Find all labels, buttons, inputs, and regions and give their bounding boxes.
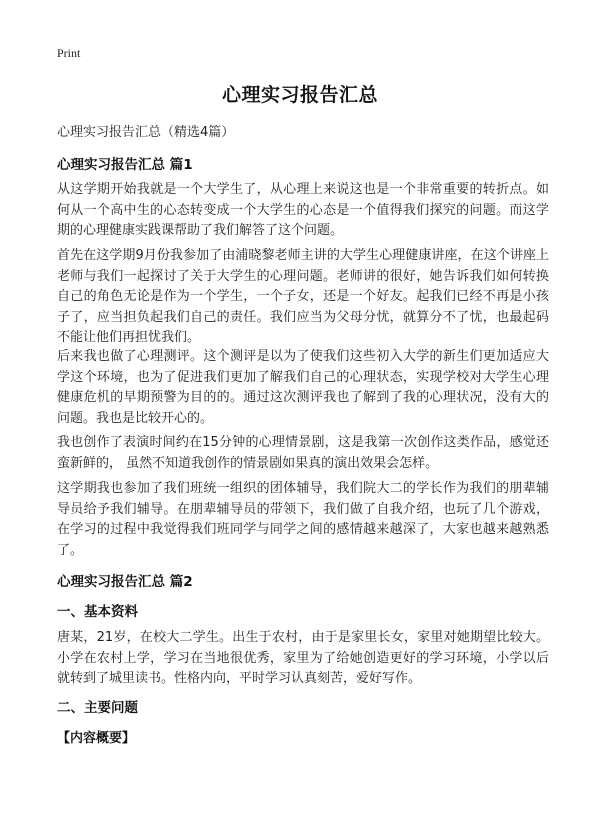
- basic-info-heading: 一、基本资料: [57, 604, 138, 620]
- part1-paragraph-2: 首先在这学期9月份我参加了由浦晓黎老师主讲的大学生心理健康讲座，在这个讲座上老师与我们一起探讨了关于大学生的心理问题。老师讲的很好，她告诉我们如何转换自己的角色无论是作为一个学生，一个子女，还是一个好友。起我们已经不再是小孩子了，应当担负起我们自己的责任。我们应当为父母分忧，就算分不了忧，也最起码不能让他们再担忧我们。: [57, 248, 549, 345]
- basic-info-paragraph: 唐某，21岁，在校大二学生。出生于农村，由于是家里长女，家里对她期望比较大。小学在农村上学，学习在当地很优秀，家里为了给她创造更好的学习环境，小学以后就转到了城里读书。性格内向，平时学习认真刻苦，爱好写作。: [57, 630, 549, 686]
- document-subtitle: 心理实习报告汇总（精选4篇）: [57, 125, 235, 140]
- page-title: 心理实习报告汇总: [221, 84, 378, 106]
- part2-heading: 心理实习报告汇总 篇2: [57, 574, 193, 590]
- part1-paragraph-4: 我也创作了表演时间约在15分钟的心理情景剧，这是我第一次创作这类作品，感觉还蛮新鲜的， 虽然不知道我创作的情景剧如果真的演出效果会怎样。: [57, 435, 549, 471]
- part1-paragraph-1: 从这学期开始我就是一个大学生了，从心理上来说这也是一个非常重要的转折点。如何从一个高中生的心态转变成一个大学生的心态是一个值得我们探究的问题。而这学期的心理健康实践课帮助了我们解答了这个问题。: [57, 182, 549, 238]
- print-link[interactable]: Print: [57, 46, 81, 60]
- main-problems-heading: 二、主要问题: [57, 700, 138, 716]
- content-summary-label: 【内容概要】: [57, 731, 136, 746]
- part1-paragraph-3: 后来我也做了心理测评。这个测评是以为了使我们这些初入大学的新生们更加适应大学这个环境，也为了促进我们更加了解我们自己的心理状态，实现学校对大学生心理健康危机的早期预警为目的的。通过这次测评我也了解到了我的心理状况，没有大的问题。我也是比较开心的。: [57, 349, 549, 426]
- part1-paragraph-5: 这学期我也参加了我们班统一组织的团体辅导，我们院大二的学长作为我们的朋辈辅导员给予我们辅导。在朋辈辅导员的带领下，我们做了自我介绍，也玩了几个游戏，在学习的过程中我觉得我们班同学与同学之间的感情越来越深了，大家也越来越熟悉了。: [57, 481, 549, 558]
- part1-heading: 心理实习报告汇总 篇1: [57, 157, 193, 173]
